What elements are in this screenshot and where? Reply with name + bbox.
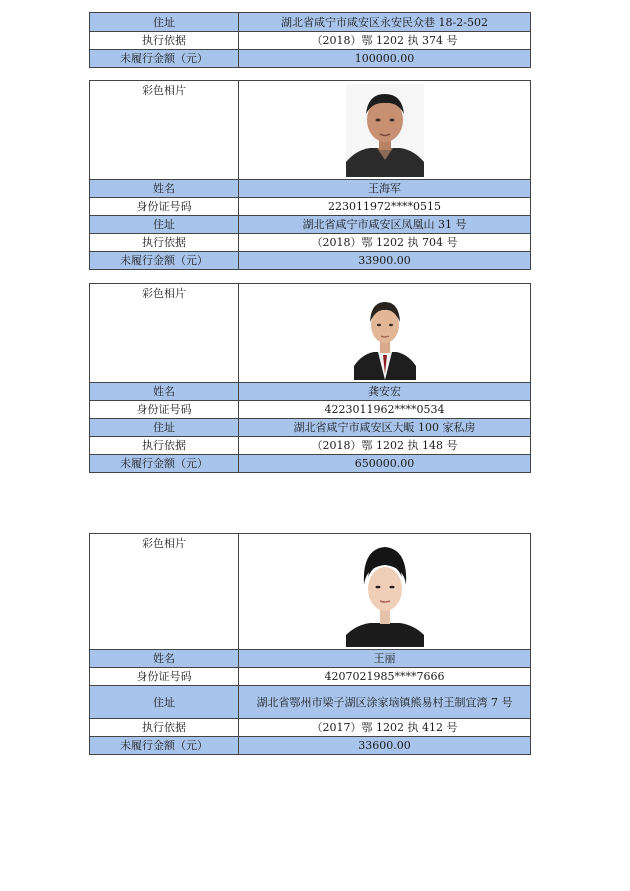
- photo-row: [90, 81, 531, 180]
- person-photo-icon: [354, 292, 416, 380]
- photo-label: 彩色相片: [90, 534, 239, 650]
- amount-label: 未履行金额（元）: [90, 252, 239, 270]
- address-row: [90, 13, 531, 32]
- basis-value: （2017）鄂 1202 执 412 号: [239, 719, 531, 737]
- basis-label: 执行依据: [90, 719, 239, 737]
- basis-label: 执行依据: [90, 437, 239, 455]
- amount-value: 650000.00: [239, 455, 531, 473]
- id-row: [90, 401, 531, 419]
- photo-label: 彩色相片: [90, 284, 239, 383]
- basis-label: 执行依据: [90, 234, 239, 252]
- basis-row: [90, 719, 531, 737]
- name-label: 姓名: [90, 650, 239, 668]
- address-value: 湖北省鄂州市梁子湖区涂家垴镇熊易村王制宜湾 7 号: [239, 686, 531, 719]
- basis-row: [90, 437, 531, 455]
- address-row: [90, 419, 531, 437]
- amount-label: 未履行金额（元）: [90, 737, 239, 755]
- name-label: 姓名: [90, 383, 239, 401]
- record-1-table: [89, 80, 531, 270]
- address-value: 湖北省咸宁市咸安区大畈 100 家私房: [239, 419, 531, 437]
- photo-cell: [239, 534, 531, 650]
- photo-cell: [239, 284, 531, 383]
- basis-value: （2018）鄂 1202 执 704 号: [239, 234, 531, 252]
- amount-label: 未履行金额（元）: [90, 50, 239, 68]
- basis-row: [90, 32, 531, 50]
- id-label: 身份证号码: [90, 668, 239, 686]
- name-label: 姓名: [90, 180, 239, 198]
- id-label: 身份证号码: [90, 401, 239, 419]
- id-row: [90, 668, 531, 686]
- address-row: [90, 216, 531, 234]
- address-label: 住址: [90, 686, 239, 719]
- amount-value: 100000.00: [239, 50, 531, 68]
- photo-row: [90, 534, 531, 650]
- id-value: 223011972****0515: [239, 198, 531, 216]
- address-value: 湖北省咸宁市咸安区凤凰山 31 号: [239, 216, 531, 234]
- basis-label: 执行依据: [90, 32, 239, 50]
- id-value: 4223011962****0534: [239, 401, 531, 419]
- record-2: [89, 283, 531, 473]
- name-value: 王丽: [239, 650, 531, 668]
- amount-row: [90, 737, 531, 755]
- person-photo-icon: [346, 537, 424, 647]
- name-row: [90, 383, 531, 401]
- basis-row: [90, 234, 531, 252]
- record-3-table: [89, 533, 531, 755]
- id-label: 身份证号码: [90, 198, 239, 216]
- address-label: 住址: [90, 216, 239, 234]
- address-label: 住址: [90, 13, 239, 32]
- partial-record-table: [89, 12, 531, 68]
- photo-row: [90, 284, 531, 383]
- amount-row: [90, 50, 531, 68]
- address-label: 住址: [90, 419, 239, 437]
- photo-label: 彩色相片: [90, 81, 239, 180]
- amount-label: 未履行金额（元）: [90, 455, 239, 473]
- address-value: 湖北省咸宁市咸安区永安民众巷 18-2-502: [239, 13, 531, 32]
- name-value: 龚安宏: [239, 383, 531, 401]
- record-2-table: [89, 283, 531, 473]
- basis-value: （2018）鄂 1202 执 148 号: [239, 437, 531, 455]
- id-value: 4207021985****7666: [239, 668, 531, 686]
- partial-record: [89, 12, 531, 68]
- name-value: 王海军: [239, 180, 531, 198]
- id-row: [90, 198, 531, 216]
- name-row: [90, 650, 531, 668]
- amount-value: 33900.00: [239, 252, 531, 270]
- name-row: [90, 180, 531, 198]
- person-photo-icon: [346, 84, 424, 177]
- record-1: [89, 80, 531, 270]
- amount-row: [90, 252, 531, 270]
- photo-cell: [239, 81, 531, 180]
- address-row: [90, 686, 531, 719]
- record-3: [89, 533, 531, 755]
- amount-value: 33600.00: [239, 737, 531, 755]
- basis-value: （2018）鄂 1202 执 374 号: [239, 32, 531, 50]
- amount-row: [90, 455, 531, 473]
